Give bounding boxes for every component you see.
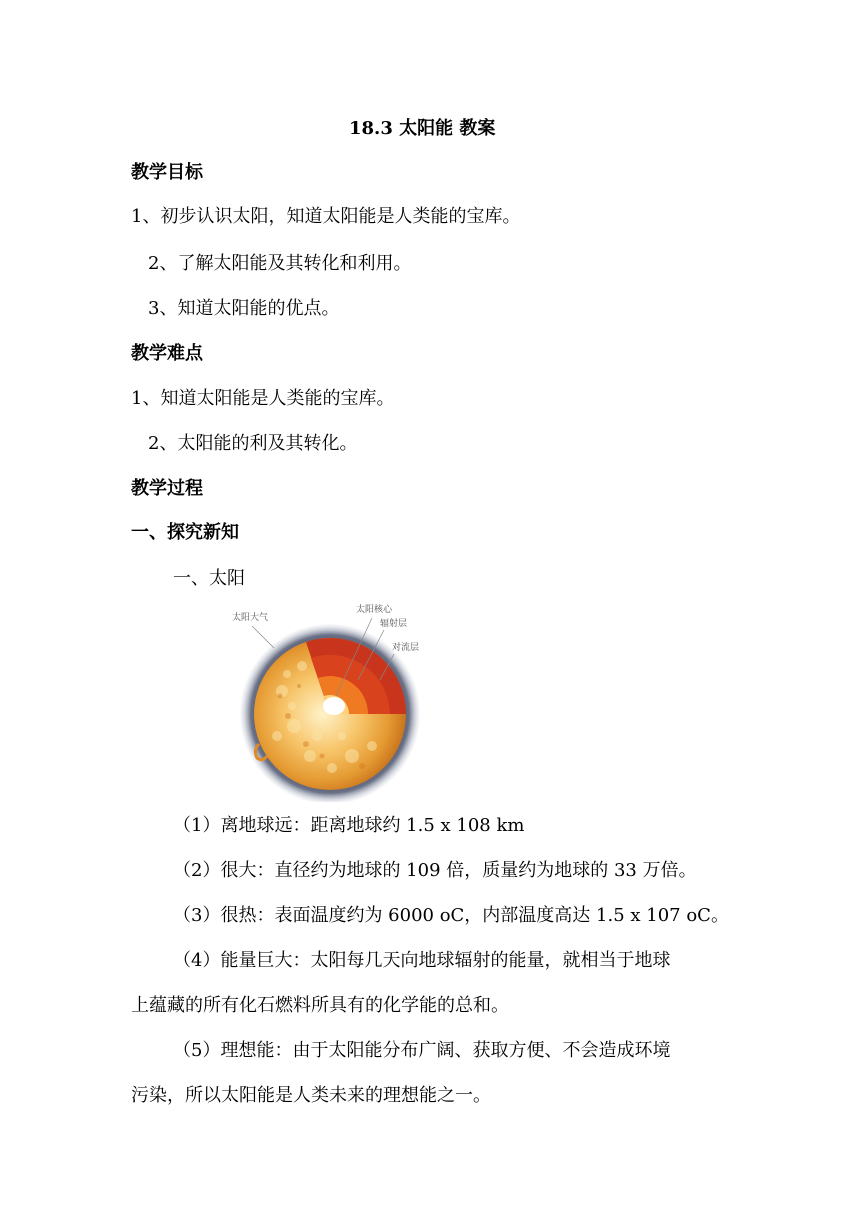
part1-heading: 一、探究新知 [131,522,239,543]
label-core: 太阳核心 [356,605,393,615]
doc-title: 18.3 太阳能 教案 [349,118,496,139]
fact-item-continued: 污染，所以太阳能是人类未来的理想能之一。 [131,1085,491,1106]
goals-heading: 教学目标 [131,162,203,183]
fact-item: （3）很热：表面温度约为 6000 oC，内部温度高达 1.5 x 107 oC。 [173,905,729,926]
label-atmosphere: 太阳大气 [232,613,269,623]
goal-item: 1、初步认识太阳，知道太阳能是人类能的宝库。 [131,206,521,227]
difficulty-item: 1、知道太阳能是人类能的宝库。 [131,388,395,409]
fact-item: （4）能量巨大：太阳每几天向地球辐射的能量，就相当于地球 [173,950,671,971]
sub1-heading: 一、太阳 [173,568,245,589]
label-radiation: 辐射层 [380,619,408,629]
goal-item: 3、知道太阳能的优点。 [148,298,340,319]
fact-item: （2）很大：直径约为地球的 109 倍，质量约为地球的 33 万倍。 [173,860,697,881]
fact-item: （5）理想能：由于太阳能分布广阔、获取方便、不会造成环境 [173,1040,671,1061]
fact-item: （1）离地球远：距离地球约 1.5 x 108 km [173,815,525,836]
fact-item-continued: 上蕴藏的所有化石燃料所具有的化学能的总和。 [131,995,509,1016]
sun-core [323,697,345,715]
difficulty-item: 2、太阳能的利及其转化。 [148,433,358,454]
sun-structure-diagram [222,596,434,802]
difficulty-heading: 教学难点 [131,343,203,364]
goal-item: 2、了解太阳能及其转化和利用。 [148,253,412,274]
label-convection: 对流层 [392,643,420,653]
process-heading: 教学过程 [131,478,203,499]
